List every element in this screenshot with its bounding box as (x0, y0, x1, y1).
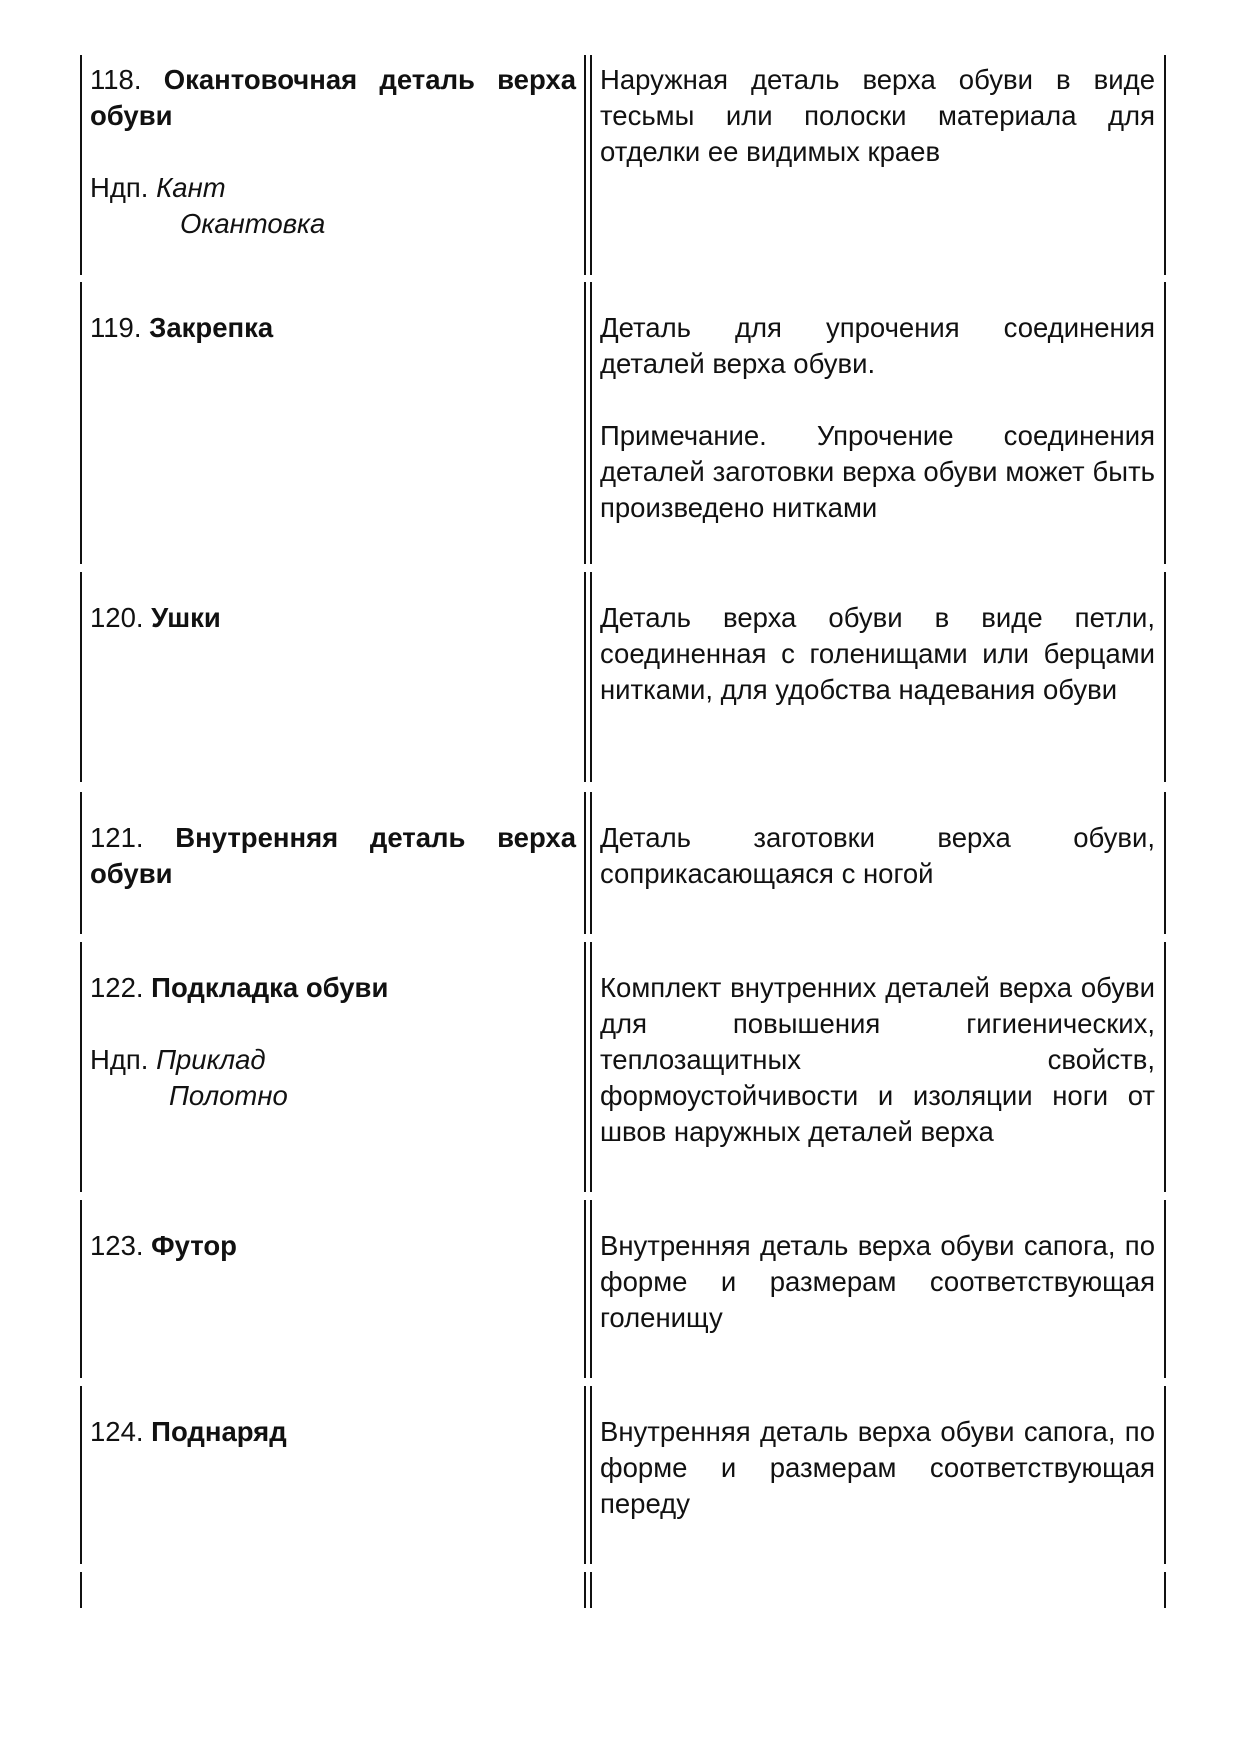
table-row-123 (0, 1200, 1240, 1378)
ndp-label: Ндп. (90, 1044, 149, 1075)
table-border (80, 282, 82, 564)
term-title: Футор (151, 1230, 237, 1261)
synonym-line (90, 1078, 576, 1114)
term-title: Внутренняя деталь верха обуви (90, 822, 576, 889)
table-border (1164, 942, 1166, 1192)
table-row-122 (0, 942, 1240, 1192)
term-number: 122. (90, 972, 144, 1003)
non-recommended-synonyms (90, 1042, 576, 1078)
table-border (584, 1200, 586, 1378)
definition-cell (600, 600, 1155, 708)
table-border (590, 55, 592, 275)
synonym: Окантовка (180, 208, 326, 239)
definition-cell (600, 820, 1155, 892)
term-title: Ушки (151, 602, 221, 633)
table-border (1164, 572, 1166, 782)
definition-text: Внутренняя деталь верха обуви сапога, по форме и размерам соответствующая голенищу (600, 1230, 1155, 1333)
table-border (80, 792, 82, 934)
term-number: 124. (90, 1416, 144, 1447)
table-border (80, 1386, 82, 1564)
ndp-label: Ндп. (90, 172, 149, 203)
table-border (1164, 1200, 1166, 1378)
table-border (590, 942, 592, 1192)
definition-text: Деталь заготовки верха обуви, соприкасающаяся с ногой (600, 822, 1155, 889)
table-row-119 (0, 282, 1240, 564)
definition-text: Комплект внутренних деталей верха обуви для повышения гигиенических, теплозащитных свойств, формоустойчивости и изоляции ноги от швов наружных деталей верха (600, 972, 1155, 1147)
term-cell (90, 1228, 576, 1264)
term-number: 118. (90, 64, 142, 95)
term-number: 119. (90, 312, 142, 343)
definition-cell (600, 62, 1155, 170)
table-row-118 (0, 55, 1240, 275)
table-row-121 (0, 792, 1240, 934)
table-border (80, 1572, 82, 1608)
table-border (1164, 55, 1166, 275)
term-number: 123. (90, 1230, 144, 1261)
table-border (584, 792, 586, 934)
term-number: 120. (90, 602, 144, 633)
term-title: Закрепка (149, 312, 274, 343)
table-border (1164, 792, 1166, 934)
synonym: Кант (156, 172, 226, 203)
table-row-120 (0, 572, 1240, 782)
table-border (584, 1386, 586, 1564)
table-border (590, 572, 592, 782)
synonym-line (90, 206, 576, 242)
definition-cell (600, 1414, 1155, 1522)
term-cell (90, 310, 576, 346)
term-cell (90, 970, 576, 1114)
table-border (80, 572, 82, 782)
table-border (1164, 282, 1166, 564)
synonym: Полотно (169, 1080, 288, 1111)
definition-text: Деталь для упрочения соединения деталей верха обуви. (600, 312, 1155, 379)
term-title: Подкладка обуви (151, 972, 389, 1003)
term-cell (90, 600, 576, 636)
table-border (584, 282, 586, 564)
term-title: Окантовочная деталь верха обуви (90, 64, 577, 131)
definition-note: Примечание. Упрочение соединения деталей заготовки верха обуви может быть произведено нитками (600, 420, 1155, 523)
table-row-continuation (0, 1572, 1240, 1608)
table-border (590, 1386, 592, 1564)
table-border (590, 1572, 592, 1608)
table-border (80, 942, 82, 1192)
table-border (80, 55, 82, 275)
table-border (584, 1572, 586, 1608)
term-cell (90, 820, 576, 892)
term-cell (90, 1414, 576, 1450)
non-recommended-synonyms (90, 170, 576, 206)
table-border (590, 792, 592, 934)
table-border (1164, 1572, 1166, 1608)
definition-cell (600, 970, 1155, 1150)
term-number: 121. (90, 822, 144, 853)
definition-text: Деталь верха обуви в виде петли, соединенная с голенищами или берцами нитками, для удобства надевания обуви (600, 602, 1155, 705)
term-title: Поднаряд (151, 1416, 287, 1447)
table-border (584, 55, 586, 275)
table-border (590, 1200, 592, 1378)
synonym: Приклад (156, 1044, 266, 1075)
table-border (590, 282, 592, 564)
definition-text: Внутренняя деталь верха обуви сапога, по форме и размерам соответствующая переду (600, 1416, 1155, 1519)
definition-cell (600, 310, 1155, 526)
table-border (80, 1200, 82, 1378)
table-border (1164, 1386, 1166, 1564)
table-row-124 (0, 1386, 1240, 1564)
table-border (584, 942, 586, 1192)
table-border (584, 572, 586, 782)
term-cell (90, 62, 576, 242)
definition-text: Наружная деталь верха обуви в виде тесьмы или полоски материала для отделки ее видимых краев (600, 64, 1155, 167)
definition-cell (600, 1228, 1155, 1336)
